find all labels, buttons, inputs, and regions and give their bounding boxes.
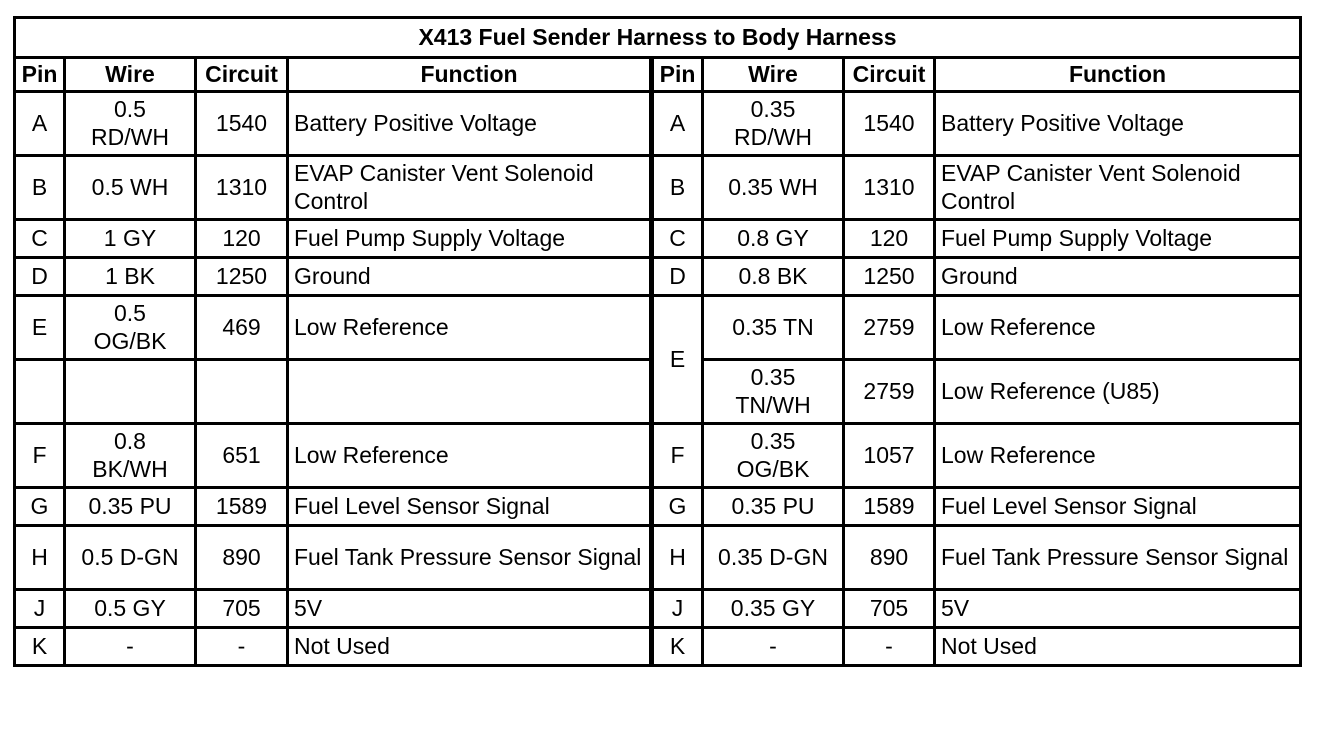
- circuit-cell: 1310: [196, 156, 288, 220]
- header-function: Function: [288, 58, 652, 92]
- function-cell: EVAP Canister Vent Solenoid Control: [288, 156, 652, 220]
- pin-cell: [15, 360, 65, 424]
- pin-cell: C: [652, 220, 703, 258]
- pin-cell: G: [652, 488, 703, 526]
- function-cell: Battery Positive Voltage: [288, 92, 652, 156]
- circuit-cell: 120: [196, 220, 288, 258]
- wire-cell: 0.35 PU: [703, 488, 844, 526]
- circuit-cell: 1250: [196, 258, 288, 296]
- function-cell: Low Reference: [288, 424, 652, 488]
- wire-cell: 0.8 BK: [703, 258, 844, 296]
- circuit-cell: [196, 360, 288, 424]
- function-cell: Battery Positive Voltage: [935, 92, 1301, 156]
- table-row: [15, 258, 1301, 296]
- pin-cell: F: [652, 424, 703, 488]
- wire-cell: 0.5 GY: [65, 590, 196, 628]
- circuit-cell: 2759: [844, 360, 935, 424]
- header-circuit: Circuit: [196, 58, 288, 92]
- circuit-cell: -: [196, 628, 288, 666]
- connector-table: [13, 16, 1302, 667]
- pin-cell: B: [652, 156, 703, 220]
- wire-cell: -: [65, 628, 196, 666]
- wire-cell: 0.35 GY: [703, 590, 844, 628]
- circuit-cell: 120: [844, 220, 935, 258]
- pin-cell: J: [652, 590, 703, 628]
- pin-cell: E: [15, 296, 65, 360]
- circuit-cell: 1310: [844, 156, 935, 220]
- wire-cell: -: [703, 628, 844, 666]
- header-row: [15, 58, 1301, 92]
- pin-cell: A: [15, 92, 65, 156]
- circuit-cell: 1250: [844, 258, 935, 296]
- wire-cell: 0.35 WH: [703, 156, 844, 220]
- header-pin: Pin: [652, 58, 703, 92]
- function-cell: Not Used: [288, 628, 652, 666]
- pin-cell: K: [652, 628, 703, 666]
- circuit-cell: 1540: [196, 92, 288, 156]
- function-cell: Ground: [935, 258, 1301, 296]
- circuit-cell: -: [844, 628, 935, 666]
- table-row: [15, 92, 1301, 156]
- function-cell: Low Reference: [288, 296, 652, 360]
- table-row: [15, 590, 1301, 628]
- wire-cell: 0.35 PU: [65, 488, 196, 526]
- pin-cell: D: [652, 258, 703, 296]
- wire-cell: 0.35 OG/BK: [703, 424, 844, 488]
- function-cell: Low Reference: [935, 424, 1301, 488]
- table-title: X413 Fuel Sender Harness to Body Harness: [15, 18, 1301, 58]
- table-row: [15, 220, 1301, 258]
- circuit-cell: 651: [196, 424, 288, 488]
- pin-cell: E: [652, 296, 703, 424]
- pin-cell: H: [15, 526, 65, 590]
- pin-cell: G: [15, 488, 65, 526]
- header-circuit: Circuit: [844, 58, 935, 92]
- function-cell: Not Used: [935, 628, 1301, 666]
- function-cell: Fuel Tank Pressure Sensor Signal: [935, 526, 1301, 590]
- function-cell: Fuel Pump Supply Voltage: [935, 220, 1301, 258]
- circuit-cell: 469: [196, 296, 288, 360]
- circuit-cell: 890: [196, 526, 288, 590]
- function-cell: [288, 360, 652, 424]
- table-row: [15, 296, 1301, 360]
- wire-cell: 1 GY: [65, 220, 196, 258]
- table-row: [15, 156, 1301, 220]
- wire-cell: 1 BK: [65, 258, 196, 296]
- function-cell: 5V: [935, 590, 1301, 628]
- circuit-cell: 1540: [844, 92, 935, 156]
- table-row: [15, 424, 1301, 488]
- circuit-cell: 1589: [196, 488, 288, 526]
- function-cell: Fuel Level Sensor Signal: [288, 488, 652, 526]
- function-cell: 5V: [288, 590, 652, 628]
- circuit-cell: 1057: [844, 424, 935, 488]
- function-cell: EVAP Canister Vent Solenoid Control: [935, 156, 1301, 220]
- wire-cell: 0.35 RD/WH: [703, 92, 844, 156]
- pin-cell: H: [652, 526, 703, 590]
- circuit-cell: 890: [844, 526, 935, 590]
- circuit-cell: 705: [844, 590, 935, 628]
- pin-cell: A: [652, 92, 703, 156]
- wire-cell: 0.35 TN/WH: [703, 360, 844, 424]
- wire-cell: 0.8 GY: [703, 220, 844, 258]
- header-wire: Wire: [703, 58, 844, 92]
- function-cell: Fuel Tank Pressure Sensor Signal: [288, 526, 652, 590]
- table-row: [15, 526, 1301, 590]
- circuit-cell: 705: [196, 590, 288, 628]
- pin-cell: J: [15, 590, 65, 628]
- function-cell: Ground: [288, 258, 652, 296]
- wire-cell: 0.35 TN: [703, 296, 844, 360]
- header-pin: Pin: [15, 58, 65, 92]
- wire-cell: [65, 360, 196, 424]
- wire-cell: 0.5 RD/WH: [65, 92, 196, 156]
- table-row: [15, 628, 1301, 666]
- circuit-cell: 1589: [844, 488, 935, 526]
- header-function: Function: [935, 58, 1301, 92]
- wire-cell: 0.5 OG/BK: [65, 296, 196, 360]
- function-cell: Fuel Pump Supply Voltage: [288, 220, 652, 258]
- pin-cell: F: [15, 424, 65, 488]
- header-wire: Wire: [65, 58, 196, 92]
- wire-cell: 0.8 BK/WH: [65, 424, 196, 488]
- function-cell: Low Reference: [935, 296, 1301, 360]
- pin-cell: D: [15, 258, 65, 296]
- function-cell: Low Reference (U85): [935, 360, 1301, 424]
- table-row: [15, 488, 1301, 526]
- pin-cell: C: [15, 220, 65, 258]
- wire-cell: 0.35 D-GN: [703, 526, 844, 590]
- wire-cell: 0.5 WH: [65, 156, 196, 220]
- pin-cell: B: [15, 156, 65, 220]
- wire-cell: 0.5 D-GN: [65, 526, 196, 590]
- pin-cell: K: [15, 628, 65, 666]
- function-cell: Fuel Level Sensor Signal: [935, 488, 1301, 526]
- circuit-cell: 2759: [844, 296, 935, 360]
